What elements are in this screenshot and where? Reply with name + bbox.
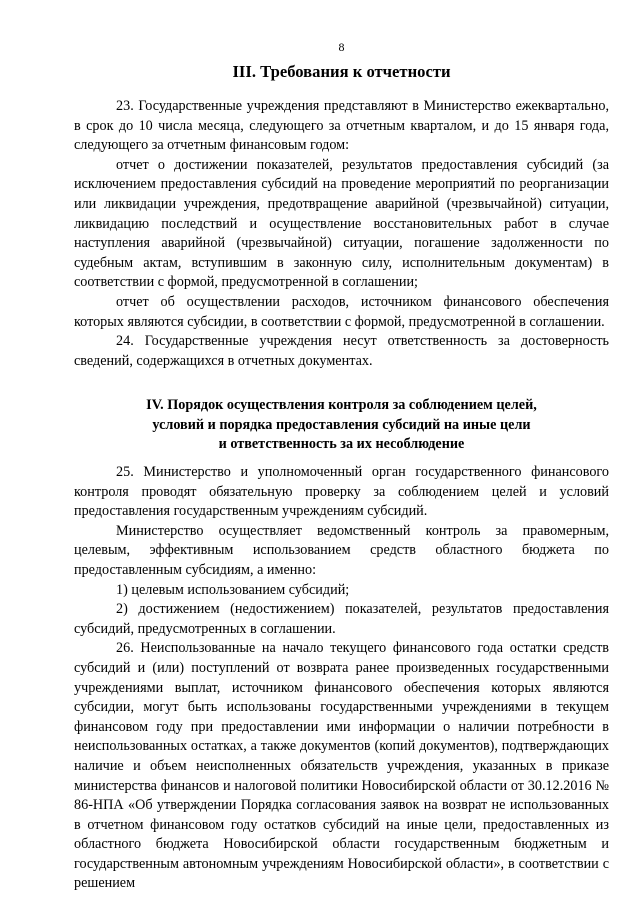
paragraph-24: 24. Государственные учреждения несут ответственность за достоверность сведений, содержащихся в отчетных документах.	[74, 333, 609, 369]
paragraph-item-2: 2) достижением (недостижением) показателей, результатов предоставления субсидий, предусмотренных в соглашении.	[74, 601, 609, 637]
section-4-heading	[74, 396, 609, 455]
paragraph-report-indicators: отчет о достижении показателей, результатов предоставления субсидий (за исключением предоставления субсидий на проведение мероприятий по реорганизации или ликвидации учреждения, предотвращение аварийной (чрезвычайной) ситуации, ликвидацию последствий и осуществление восстановительных работ в случае наступления аварийной (чрезвычайной) ситуации, погашение задолженности по судебным актам, вступившим в законную силу, исполнительным документам) в соответствии с формой, предусмотренной в соглашении;	[74, 156, 609, 291]
section-4-body	[74, 463, 609, 894]
section-4-heading-line: IV. Порядок осуществления контроля за соблюдением целей,	[146, 397, 537, 413]
section-4-heading-line: условий и порядка предоставления субсидий на иные цели	[152, 416, 531, 433]
paragraph-ministry-control: Министерство осуществляет ведомственный контроль за правомерным, целевым, эффективным использованием средств областного бюджета по предоставленным субсидиям, а именно:	[74, 522, 609, 578]
paragraph-26: 26. Неиспользованные на начало текущего финансового года остатки средств субсидий и (или) поступлений от возврата ранее произведенных государственными учреждениями выплат, источником финансового обеспечения которых являются субсидии, могут быть использованы государственными учреждениями в текущем финансовом году при предоставлении ими информации о наличии потребности в неиспользованных остатках, а также документов (копий документов), подтверждающих наличие и объем неисполненных обязательств учреждения, указанных в приказе министерства финансов и налоговой политики Новосибирской области от 30.12.2016 № 86-НПА «Об утверждении Порядка согласования заявок на возврат не использованных в отчетном финансовом году остатков субсидий на иные цели, предоставленных из областного бюджета Новосибирской области государственным бюджетным и государственным автономным учреждениям Новосибирской области», в соответствии с решением	[74, 640, 609, 892]
paragraph-23: 23. Государственные учреждения представляют в Министерство ежеквартально, в срок до 10 числа месяца, следующего за отчетным кварталом, и до 15 января года, следующего за отчетным финансовым годом:	[74, 98, 609, 154]
section-3-heading: III. Требования к отчетности	[232, 62, 451, 81]
section-3-body	[74, 97, 609, 371]
page-number: 8	[338, 40, 345, 54]
paragraph-25: 25. Министерство и уполномоченный орган государственного финансового контроля проводят обязательную проверку за соблюдением целей и условий предоставления государственным учреждениям субсидий.	[74, 464, 609, 520]
paragraph-report-expenses: отчет об осуществлении расходов, источником финансового обеспечения которых являются субсидии, в соответствии с формой, предусмотренной в соглашении.	[74, 293, 609, 330]
paragraph-item-1: 1) целевым использованием субсидий;	[116, 581, 350, 598]
section-4-heading-line: и ответственность за их несоблюдение	[218, 436, 465, 453]
